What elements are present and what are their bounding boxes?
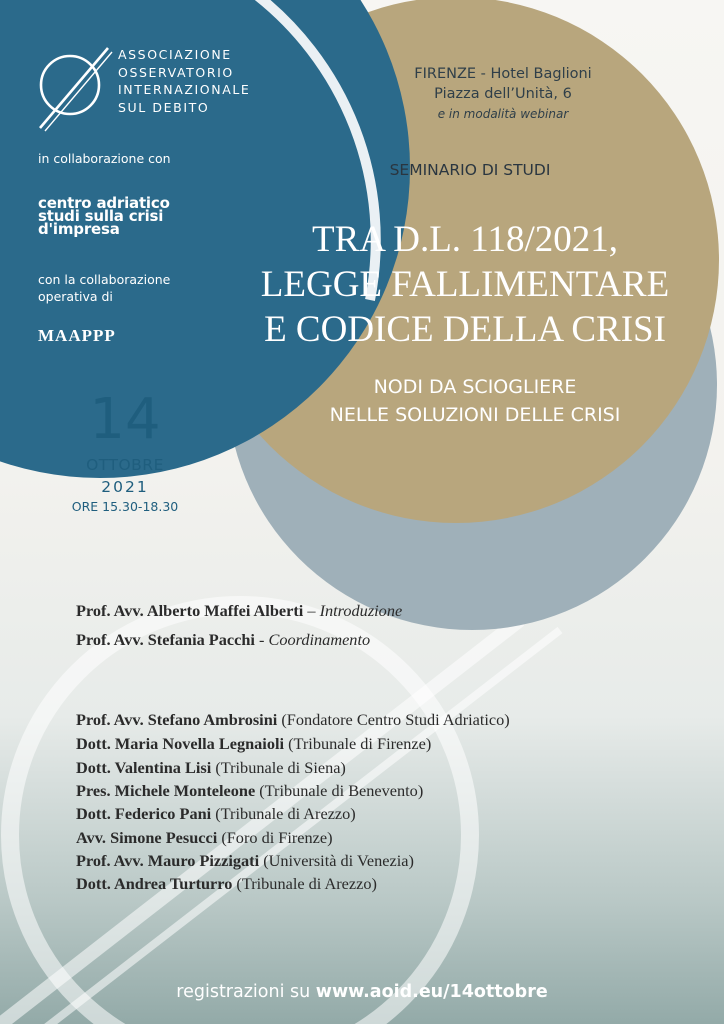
speaker-affiliation: (Fondatore Centro Studi Adriatico)	[277, 710, 510, 729]
speaker-name: Dott. Valentina Lisi	[76, 758, 212, 777]
centro-adriatico-logo: centro adriatico studi sulla crisi d'impresa	[38, 194, 170, 238]
event-subtitle-line-2: NELLE SOLUZIONI DELLE CRISI	[329, 404, 621, 426]
operative-collaboration-label: con la collaborazione operativa di	[38, 272, 171, 304]
speaker-affiliation: (Tribunale di Firenze)	[284, 734, 432, 753]
registration-label: registrazioni su	[176, 982, 316, 1002]
speaker-name: Prof. Avv. Mauro Pizzigati	[76, 851, 260, 870]
date-month: OTTOBRE	[86, 456, 164, 474]
speaker-affiliation: (Tribunale di Arezzo)	[211, 804, 356, 823]
speaker-affiliation: (Università di Venezia)	[259, 851, 414, 870]
collaboration-label: in collaborazione con	[38, 151, 171, 166]
venue-webinar: e in modalità webinar	[437, 107, 569, 121]
speaker-row	[76, 828, 333, 848]
speaker-name: Avv. Simone Pesucci	[76, 828, 218, 847]
chair-role: Coordinamento	[268, 630, 371, 649]
speaker-name: Prof. Avv. Stefano Ambrosini	[76, 710, 278, 729]
speaker-row	[76, 804, 356, 824]
association-name: ASSOCIAZIONE OSSERVATORIO INTERNAZIONALE SUL DEBITO	[118, 47, 251, 115]
event-title-line-1: TRA D.L. 118/2021,	[312, 219, 618, 260]
chair-name: Prof. Avv. Alberto Maffei Alberti	[76, 601, 304, 620]
event-title-line-2: LEGGE FALLIMENTARE	[260, 264, 670, 305]
speaker-name: Dott. Federico Pani	[76, 804, 212, 823]
chair-role: Introduzione	[319, 601, 403, 620]
speaker-name: Dott. Andrea Turturro	[76, 874, 233, 893]
event-title-line-3: E CODICE DELLA CRISI	[264, 309, 666, 350]
event-subtitle-line-1: NODI DA SCIOGLIERE	[373, 376, 577, 398]
speaker-affiliation: (Tribunale di Arezzo)	[232, 874, 377, 893]
speaker-row	[76, 758, 346, 778]
event-type: SEMINARIO DI STUDI	[389, 161, 551, 179]
speaker-affiliation: (Tribunale di Benevento)	[255, 781, 424, 800]
speaker-row	[76, 710, 510, 730]
chair-row	[76, 630, 370, 650]
registration-link[interactable]: www.aoid.eu/14ottobre	[315, 982, 548, 1002]
speaker-row	[76, 781, 423, 801]
registration-line	[0, 982, 724, 1002]
date-day: 14	[89, 387, 161, 452]
speaker-name: Pres. Michele Monteleone	[76, 781, 256, 800]
venue-address: Piazza dell’Unità, 6	[434, 86, 572, 102]
chair-separator: -	[254, 630, 269, 649]
date-hours: ORE 15.30-18.30	[71, 499, 179, 514]
chair-row	[76, 601, 402, 621]
speaker-name: Dott. Maria Novella Legnaioli	[76, 734, 285, 753]
venue-city-hotel: FIRENZE - Hotel Baglioni	[414, 66, 592, 82]
date-year: 2021	[101, 478, 149, 496]
speaker-row	[76, 874, 377, 894]
chair-name: Prof. Avv. Stefania Pacchi	[76, 630, 255, 649]
speaker-affiliation: (Tribunale di Siena)	[211, 758, 346, 777]
speaker-affiliation: (Foro di Firenze)	[217, 828, 333, 847]
maappp-logo: MAAPPP	[38, 326, 116, 345]
chair-separator: –	[303, 601, 320, 620]
speaker-row	[76, 734, 431, 754]
speaker-row	[76, 851, 414, 871]
